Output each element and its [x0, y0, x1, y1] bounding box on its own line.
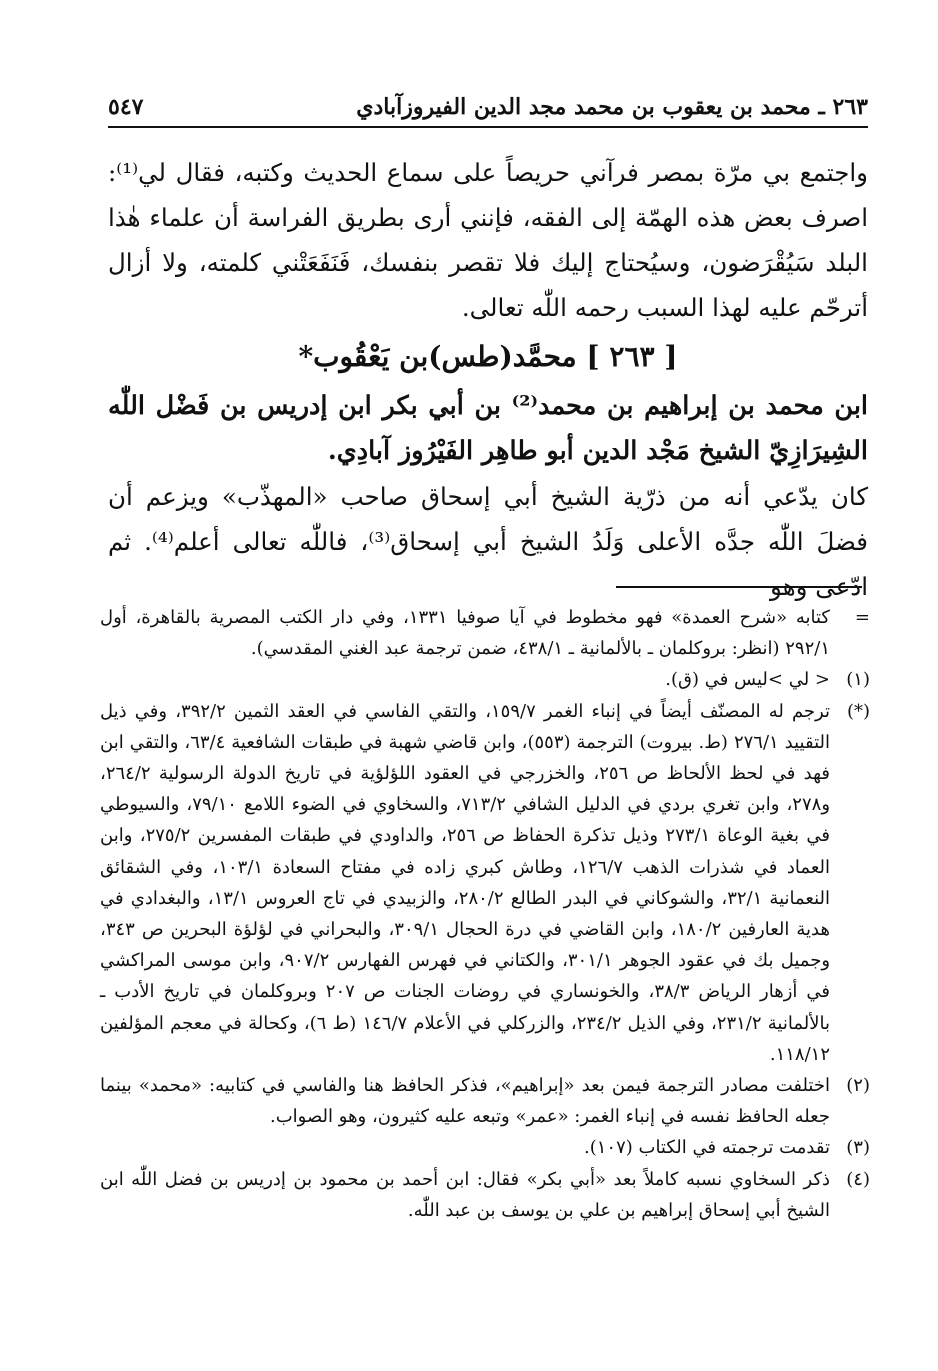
footnote-marker: = — [854, 607, 870, 628]
footnote — [100, 602, 870, 664]
main-text — [108, 150, 868, 609]
entry-heading: [ ٢٦٣ ] محمَّد(طس)بن يَعْقُوب* — [298, 340, 678, 373]
footnote-text: ذكر السخاوي نسبه كاملاً بعد «أبي بكر» فقال: ابن أحمد بن محمود بن إدريس بن فضل اللّٰه ابن الشيخ أبي إسحاق إبراهيم بن علي بن يوسف بن عبد اللّٰه. — [100, 1168, 830, 1221]
footnote-text: اختلفت مصادر الترجمة فيمن بعد «إبراهيم»، فذكر الحافظ هنا والفاسي في كتابيه: «محمد» بينما جعله الحافظ نفسه في إنباء الغمر: «عمر» وتبعه عليه كثيرون، وهو الصواب. — [100, 1075, 830, 1128]
running-header — [108, 78, 868, 128]
footnote — [100, 696, 870, 1070]
page-number: ٥٤٧ — [108, 94, 144, 120]
footnote-separator — [616, 586, 862, 588]
footnote-text: ترجم له المصنّف أيضاً في إنباء الغمر ١٥٩/٧، والتقي الفاسي في العقد الثمين ٣٩٢/٢، وفي ذيل التقييد ٢٧٦/١ (ط. بيروت) الترجمة (٥٥٣)، وابن قاضي شهبة في طبقات الشافعية ٦٣/٤، والتقي ابن فهد في لحظ الألحاظ ص ٢٥٦، والخزرجي في العقود اللؤلؤية في تاريخ الدولة الرسولية ٢٦٤/٢، و٢٧٨، وابن تغري بردي في الدليل الشافي ٧١٣/٢، والسخاوي في الضوء اللامع ٧٩/١٠، والسيوطي في بغية الوعاة ٢٧٣/١ وذيل تذكرة الحفاظ ص ٢٥٦، والداودي في طبقات المفسرين ٢٧٥/٢، وابن العماد في شذرات الذهب ١٢٦/٧، وطاش كبري زاده في مفتاح السعادة ١٠٣/١، وفي الشقائق النعمانية ٣٢/١، والشوكاني في البدر الطالع ٢٨٠/٢، والزبيدي في تاج العروس ١٣/١، والبغدادي في هدية العارفين ١٨٠/٢، وابن القاضي في درة الحجال ٣٠٩/١، والبحراني في لؤلؤة البحرين ص ٣٤٣، وجميل بك في عقود الجوهر ٣٠١/١، والكتاني في فهرس الفهارس ٩٠٧/٢، وابن موسى المراكشي في أزهار الرياض ٣٨/٣، والخونساري في روضات الجنات ص ٢٠٧ وبروكلمان في تاريخ الأدب ـ بالألمانية ٢٣١/٢، وفي الذيل ٢٣٤/٢، والزركلي في الأعلام ١٤٦/٧ (ط ٦)، وكحالة في معجم المؤلفين ١١٨/١٢. — [100, 700, 831, 1065]
footnote-text: تقدمت ترجمته في الكتاب (١٠٧). — [583, 1137, 830, 1159]
footnote-marker: (١) — [846, 669, 870, 691]
entry-text: كان يدّعي أنه من ذرّية الشيخ أبي إسحاق صاحب «المهذّب» ويزعم أن فضلَ اللّٰه جدَّه الأعلى وَلَدُ الشيخ أبي إسحاق⁽³⁾، فاللّٰه تعالى أعلم⁽⁴⁾. ثم ادّعى وهو — [108, 482, 869, 601]
footnote-marker: (*) — [846, 700, 870, 722]
running-title: ٢٦٣ ـ محمد بن يعقوب بن محمد مجد الدين الفيروزآبادي — [356, 94, 868, 120]
entry-lineage: ابن محمد بن إبراهيم بن محمد⁽²⁾ بن أبي بكر ابن إدريس بن فَضْل اللّٰه الشِيرَازِيّ الشيخ مَجْد الدين أبو طاهِر الفَيْرُوز آبادِي. — [108, 391, 868, 466]
footnote — [100, 1070, 870, 1132]
footnote — [100, 1132, 870, 1163]
footnote — [100, 1164, 870, 1226]
footnote-marker: (٣) — [846, 1137, 870, 1159]
intro-paragraph: واجتمع بي مرّة بمصر فرآني حريصاً على سماع الحديث وكتبه، فقال لي⁽¹⁾: اصرف بعض هذه الهمّة إلى الفقه، فإنني أرى بطريق الفراسة أن علماء هٰذا البلد سَيُقْرَضون، وسيُحتاج إليك فلا تقصر بنفسك، فَنَفَعَتْني كلمته، ولا أزال أترحّم عليه لهذا السبب رحمه اللّٰه تعالى. — [108, 158, 868, 322]
footnote-text: < لي >ليس في (ق). — [665, 669, 830, 691]
footnotes — [100, 602, 870, 1226]
footnote-text: كتابه «شرح العمدة» فهو مخطوط في آيا صوفيا ١٣٣١، وفي دار الكتب المصرية بالقاهرة، أول ٢٩٢/١ (انظر: بروكلمان ـ بالألمانية ـ ٤٣٨/١، ضمن ترجمة عبد الغني المقدسي). — [100, 607, 830, 660]
footnote — [100, 664, 870, 695]
footnote-marker: (٢) — [846, 1075, 870, 1097]
footnote-marker: (٤) — [846, 1168, 870, 1190]
